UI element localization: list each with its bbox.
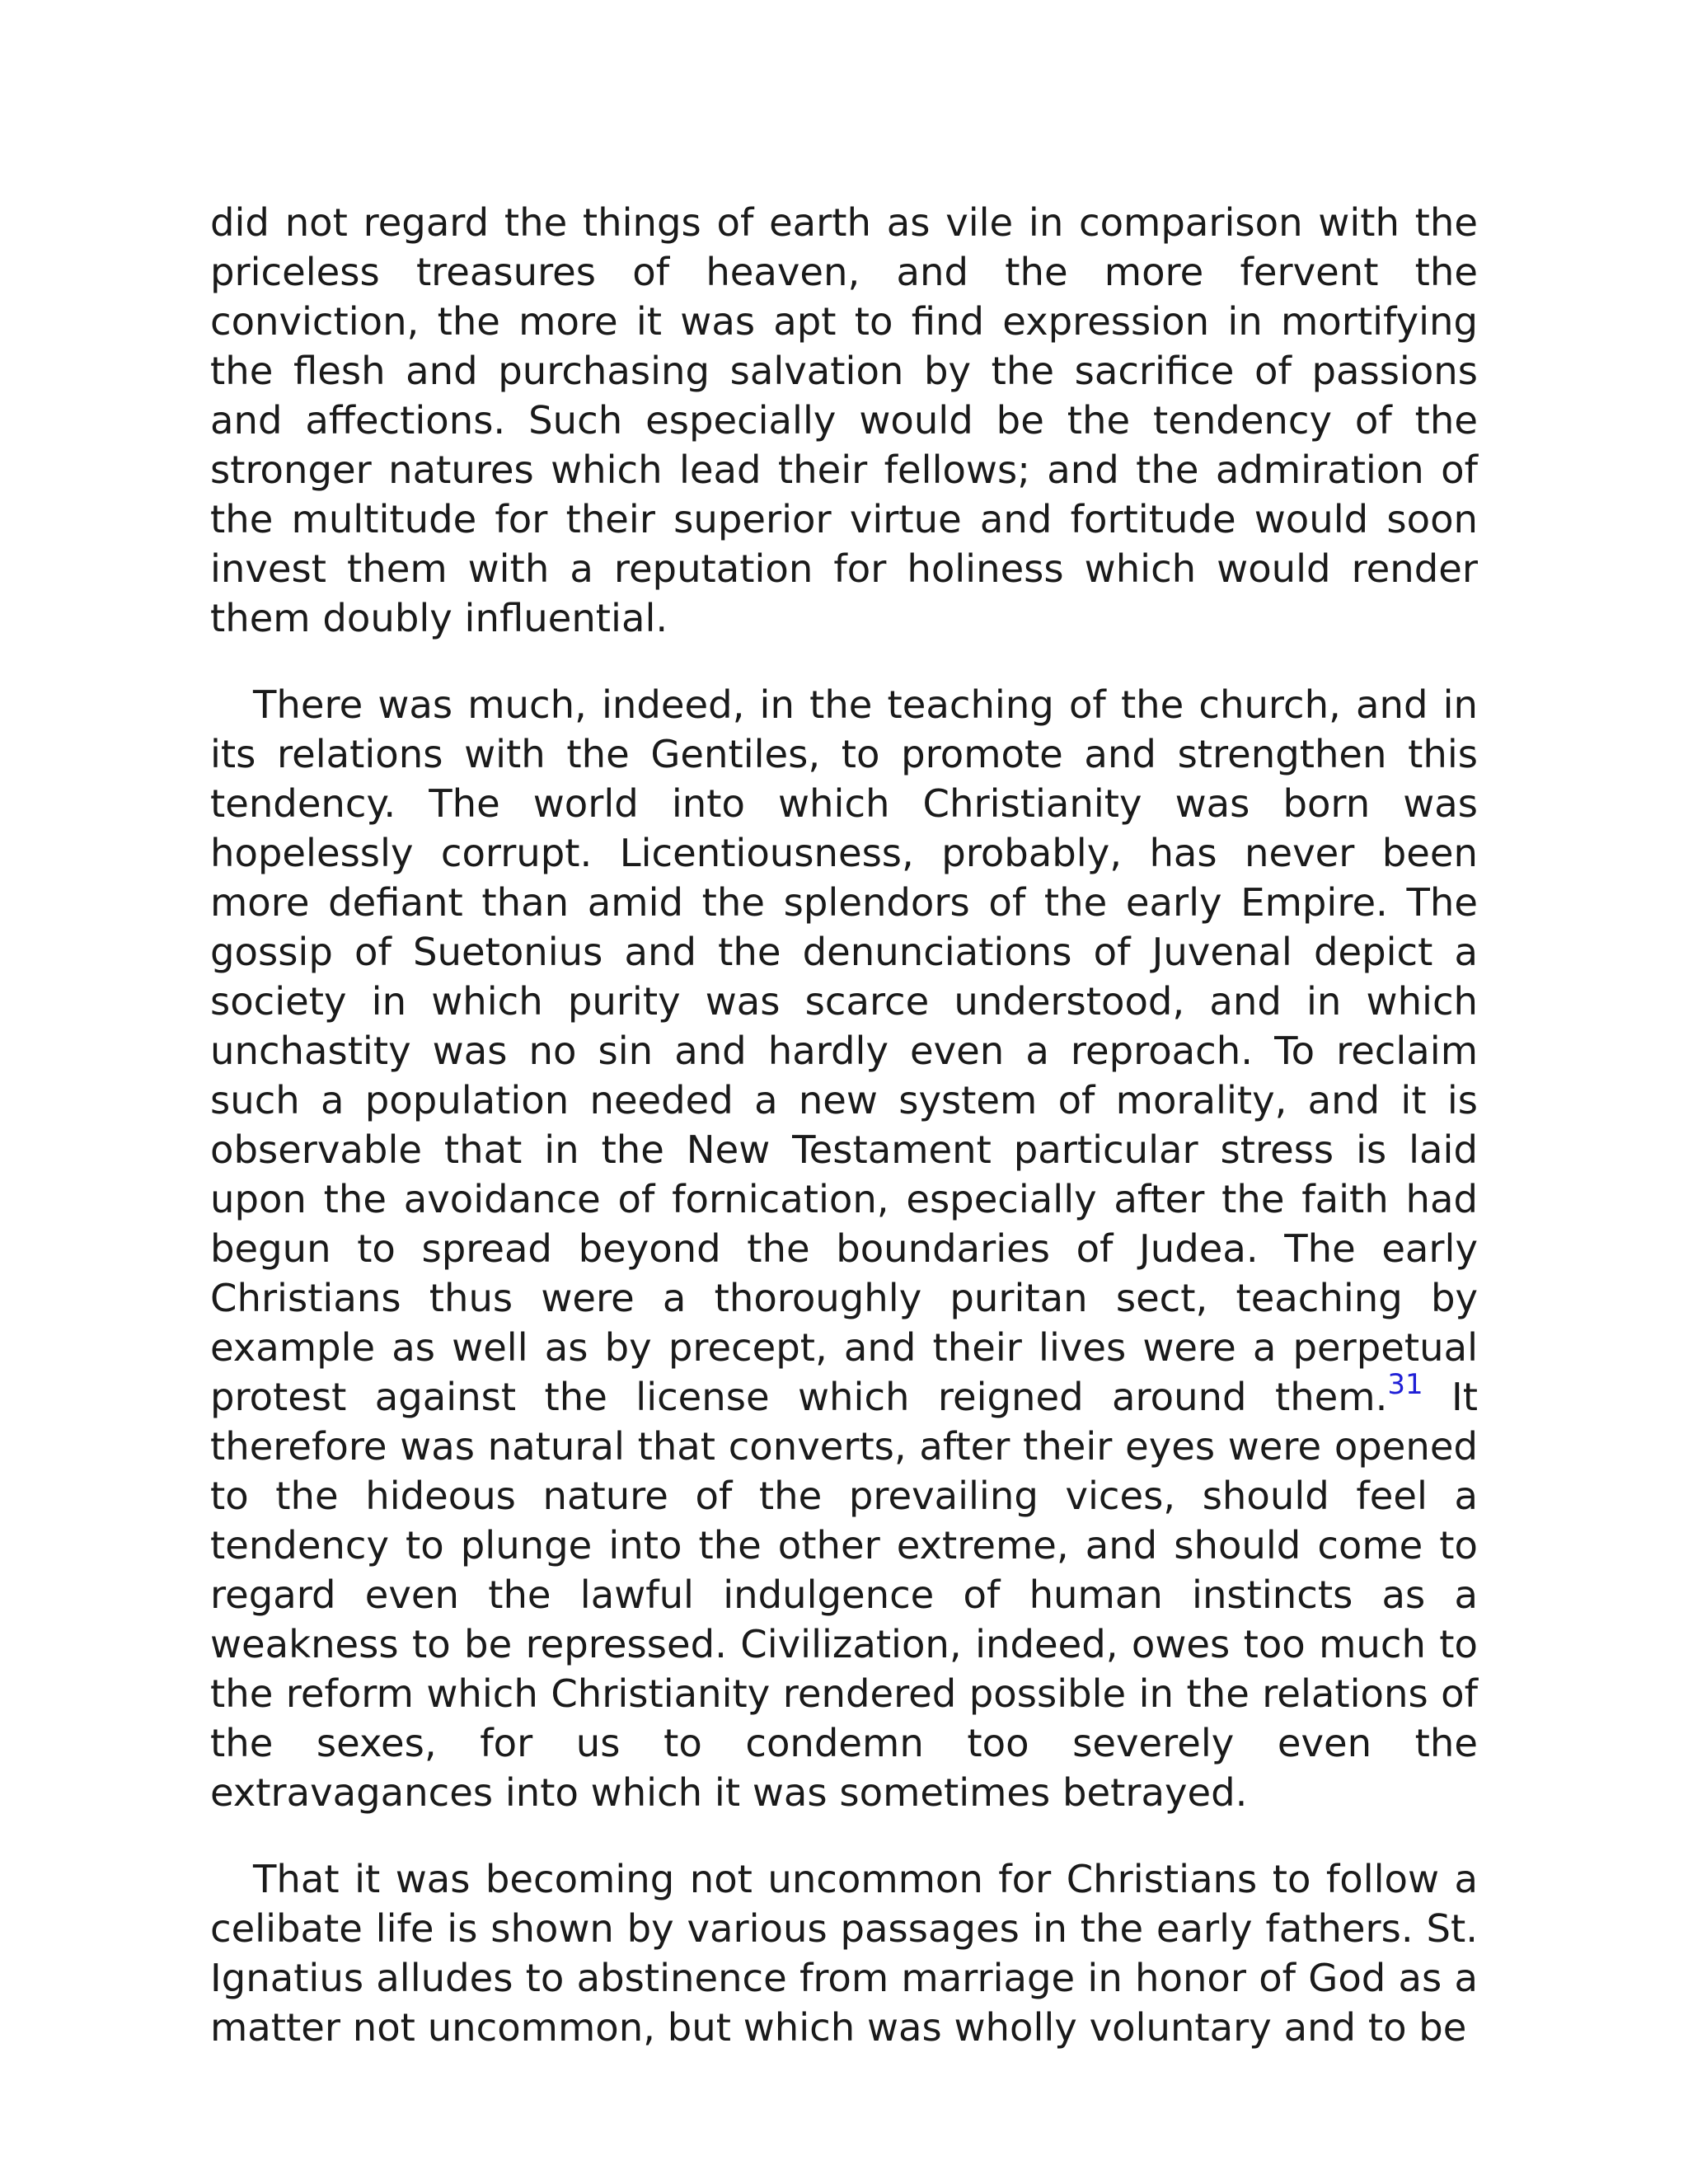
document-page [210,198,1478,2089]
paragraph-3: That it was becoming not uncommon for Christians to follow a celibate life is shown by various passages in the early fathers. St. Ignatius alludes to abstinence from marriage in honor of God as a matter not uncommon, but which was wholly voluntary and to be [210,1857,1478,2050]
paragraph-2-text-before: There was much, indeed, in the teaching of the church, and in its relations with the Gentiles, to promote and strengthen this tendency. The world into which Christianity was born was hopelessly corrupt. Licentiousness, probably, has never been more defiant than amid the splendors of the early Empire. The gossip of Suetonius and the denunciations of Juvenal depict a society in which purity was scarce understood, and in which unchastity was no sin and hardly even a reproach. To reclaim such a population needed a new system of morality, and it is observable that in the New Testament particular stress is laid upon the avoidance of fornication, especially after the faith had begun to spread beyond the boundaries of Judea. The early Christians thus were a thoroughly puritan sect, teaching by example as well as by precept, and their lives were a perpetual protest against the license which reigned around them. [210,682,1478,1419]
paragraph-1: did not regard the things of earth as vile in comparison with the priceless treasures of heaven, and the more fervent the conviction, the more it was apt to find expression in mortifying the flesh and purchasing salvation by the sacrifice of passions and affections. Such especially would be the tendency of the stronger natures which lead their fellows; and the admiration of the multitude for their superior virtue and fortitude would soon invest them with a reputation for holiness which would render them doubly influential. [210,200,1478,640]
footnote-ref-31[interactable]: 31 [1387,1368,1423,1401]
paragraph-2-text-after: It therefore was natural that converts, after their eyes were opened to the hideous nature of the prevailing vices, should feel a tendency to plunge into the other extreme, and should come to regard even the lawful indulgence of human instincts as a weakness to be repressed. Civilization, indeed, owes too much to the reform which Christianity rendered possible in the relations of the sexes, for us to condemn too severely even the extravagances into which it was sometimes betrayed. [210,1375,1478,1815]
paragraph-2 [210,680,1478,1817]
